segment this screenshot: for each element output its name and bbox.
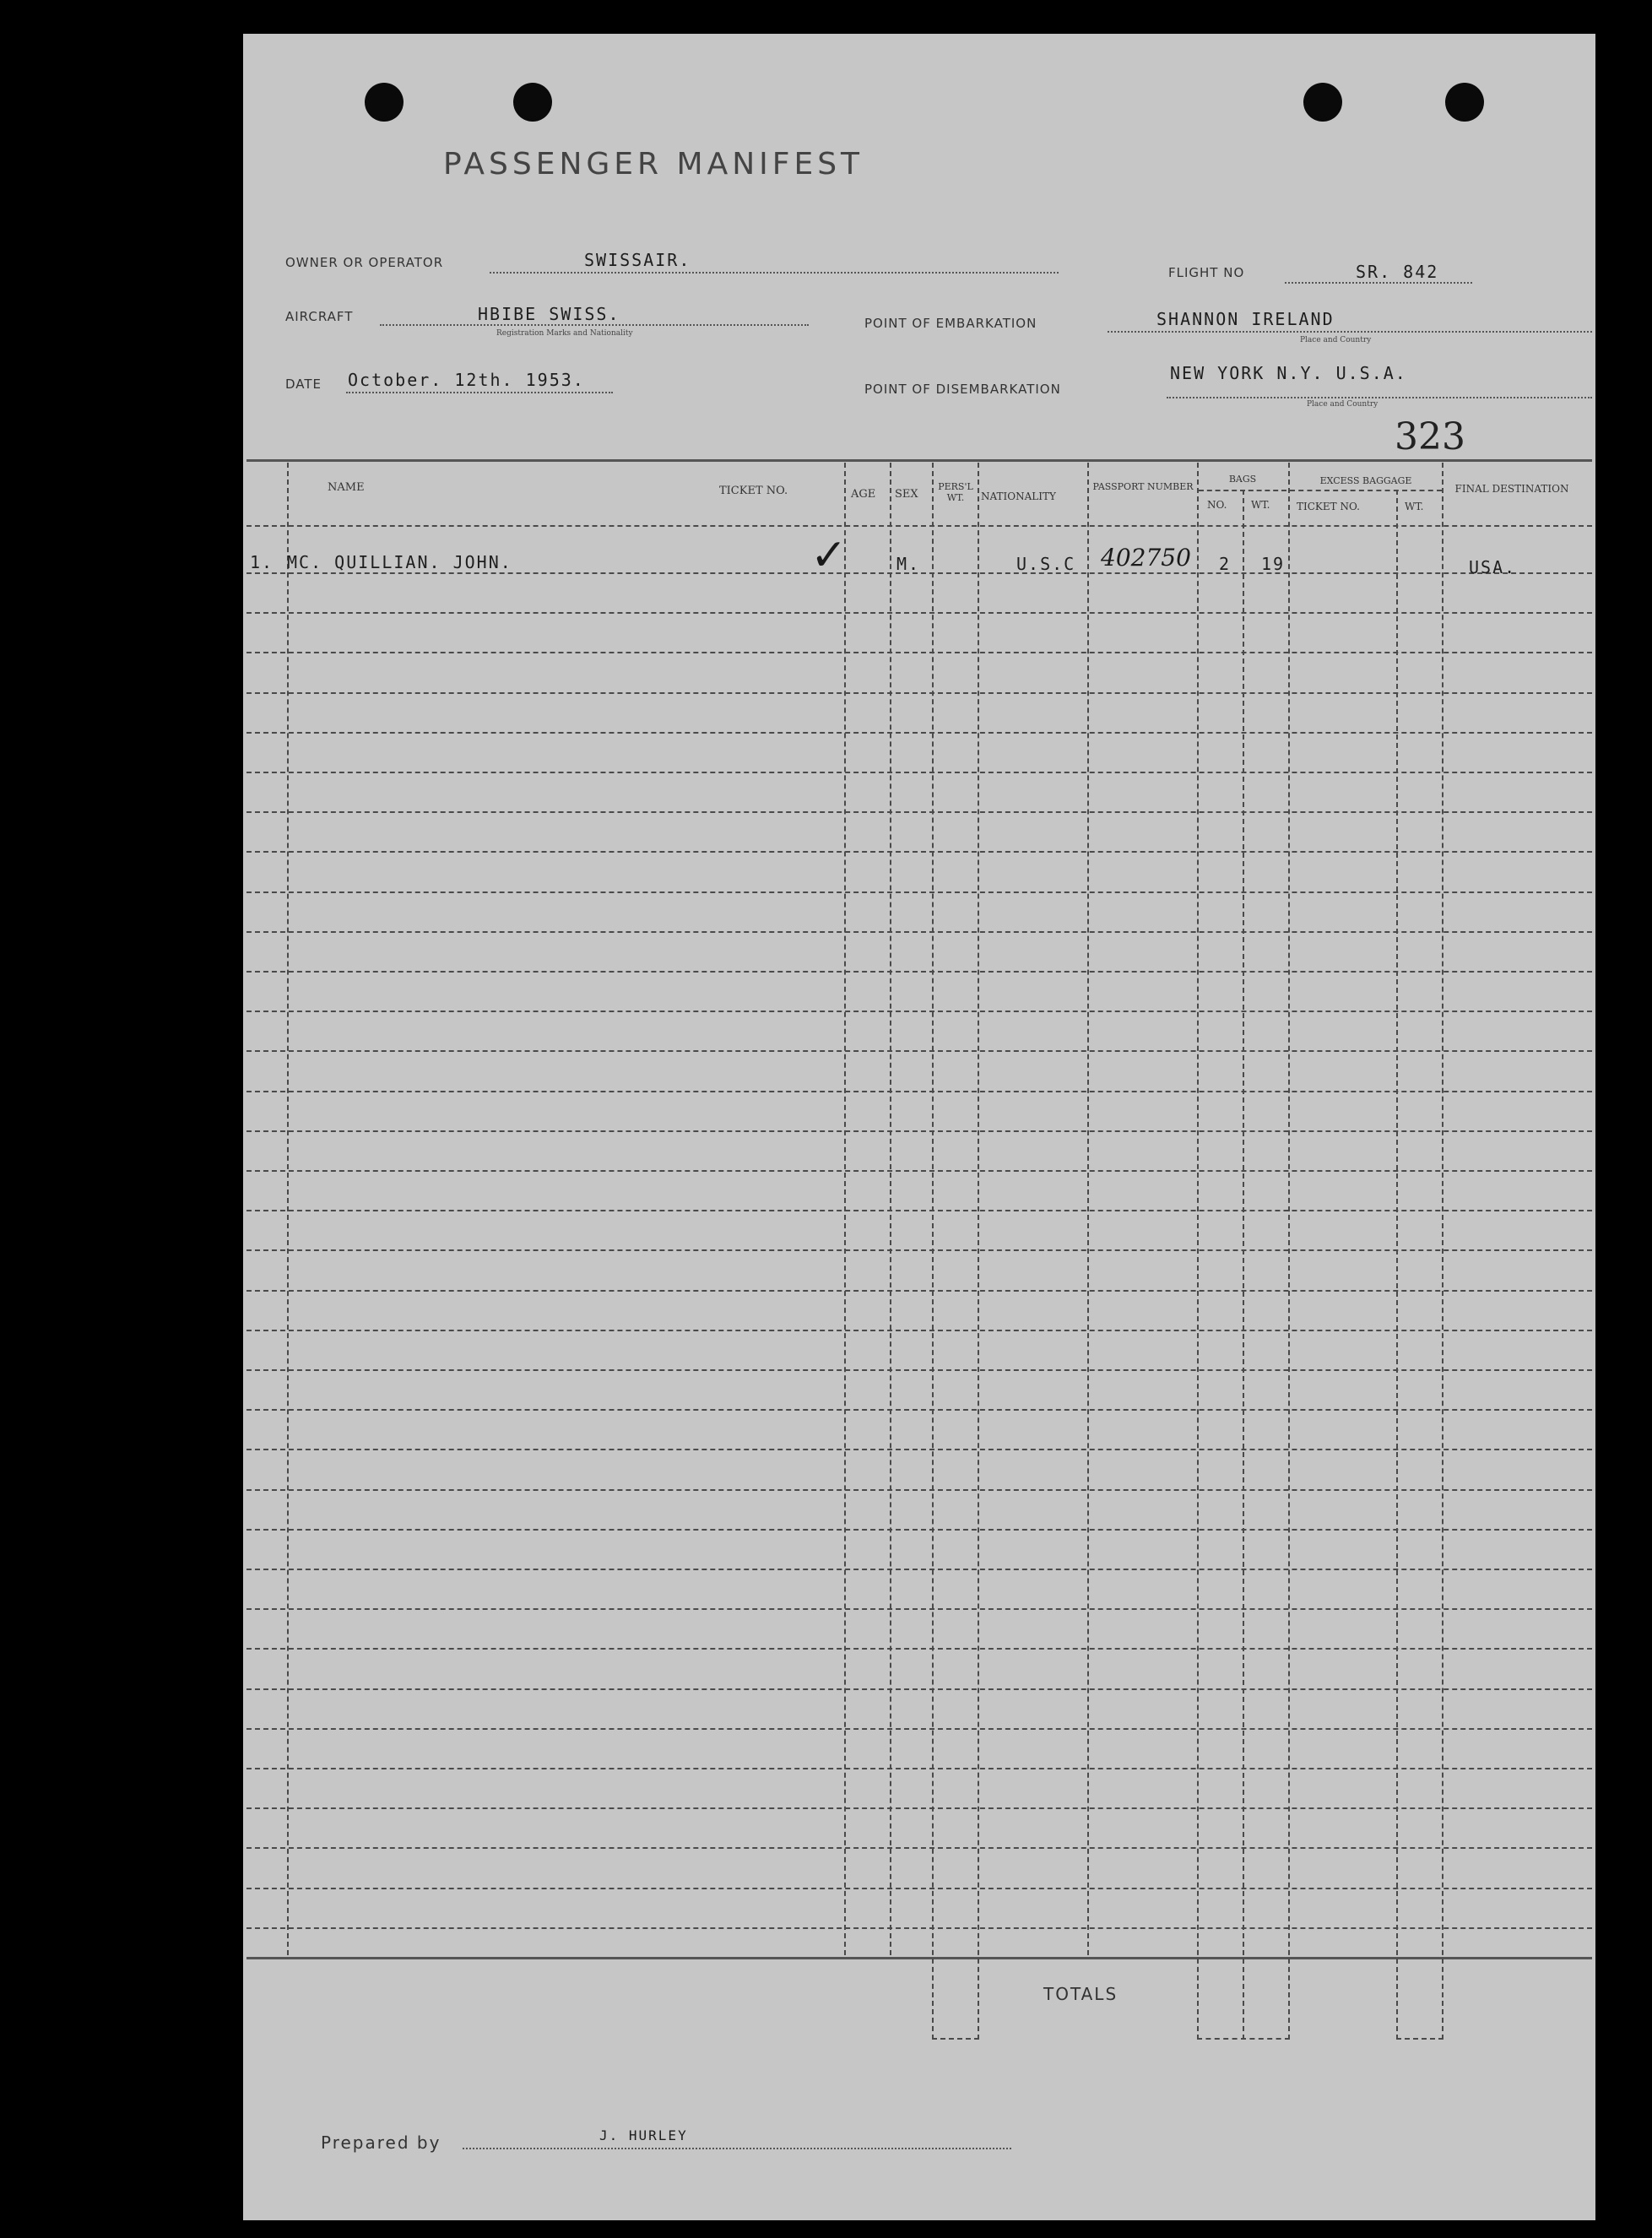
table-row-line [246,811,1592,813]
punch-hole-3 [1303,83,1342,122]
col-sex: SEX [895,488,918,501]
col-ticket: TICKET NO. [719,485,788,497]
aircraft-line [380,324,809,326]
date-line [346,392,613,393]
table-row-line [246,1489,1592,1491]
col-bags-no: NO. [1207,499,1227,511]
disembark-value: NEW YORK N.Y. U.S.A. [1170,363,1407,383]
table-row-line [246,1369,1592,1371]
table-row-line [246,1569,1592,1570]
col-pers-wt: PERS'L WT. [938,481,973,503]
table-row-line [246,1011,1592,1012]
disembark-line [1167,397,1592,398]
totals-box-bottom-1 [932,2038,979,2040]
col-line-ticket-right [844,463,846,1955]
col-nationality: NATIONALITY [981,490,1056,502]
col-line-bagswt-right [1288,463,1290,2040]
col-line-excessticket-right [1396,490,1398,2040]
col-excess-wt: WT. [1405,501,1424,512]
prepared-by-label: Prepared by [321,2132,441,2153]
table-row-line [246,1888,1592,1889]
table-row-line [246,1330,1592,1331]
embark-note: Place and Country [1300,336,1372,344]
col-line-excesswt-right [1442,463,1443,2040]
totals-box-bottom-3 [1396,2038,1443,2040]
col-line-passport-right [1197,463,1199,2040]
col-line-bagsno-right [1243,490,1244,2040]
table-top-border [246,459,1592,462]
row-1-bags-no: 2 [1219,554,1232,574]
flight-line [1285,282,1472,284]
table-row-line [246,1170,1592,1172]
embark-value: SHANNON IRELAND [1156,309,1335,329]
col-bags-wt: WT. [1251,499,1270,511]
table-row-line [246,652,1592,653]
title-text: PASSENGER MANIFEST [443,147,864,182]
disembark-note: Place and Country [1307,400,1378,409]
col-line-sex-right [932,463,934,2040]
table-row-line [246,931,1592,933]
owner-label: OWNER OR OPERATOR [285,255,444,270]
row-1-bags-wt: 19 [1261,554,1286,574]
table-row-line [246,692,1592,694]
date-value: October. 12th. 1953. [348,370,585,390]
owner-line [490,272,1059,274]
date-label: DATE [285,377,322,392]
table-row-line [246,1847,1592,1849]
table-row-line [246,1091,1592,1092]
col-bags: BAGS [1228,474,1257,485]
col-name: NAME [328,481,365,494]
owner-value: SWISSAIR. [584,250,691,270]
flight-value: SR. 842 [1356,262,1439,282]
table-row-line [246,1449,1592,1450]
row-1-nationality: U.S.C [1016,554,1076,574]
table-row-line [246,1050,1592,1052]
table-row-line [246,732,1592,734]
table-row-line [246,971,1592,973]
aircraft-label: AIRCRAFT [285,309,354,324]
row-1-final-destination: USA. [1469,557,1517,577]
row-1-check-mark: ✓ [810,530,848,581]
aircraft-note: Registration Marks and Nationality [496,329,633,338]
table-row-line [246,851,1592,853]
disembark-label: POINT OF DISEMBARKATION [864,382,1061,397]
prepared-by-line [463,2148,1011,2149]
table-row-line [246,1768,1592,1769]
table-row-line [246,891,1592,893]
embark-label: POINT OF EMBARKATION [864,316,1037,331]
excess-subheader-line [1290,490,1442,491]
page-number: 323 [1395,415,1465,458]
table-row-line [246,1249,1592,1251]
prepared-by-value: J. HURLEY [599,2127,688,2143]
flight-label: FLIGHT NO [1168,265,1245,280]
table-row-line [246,1409,1592,1411]
totals-box-bottom-2 [1197,2038,1290,2040]
col-excess-ticket: TICKET NO. [1297,501,1360,512]
aircraft-value: HBIBE SWISS. [478,304,620,324]
punch-hole-1 [365,83,404,122]
header-divider [246,525,1592,527]
col-final-destination: FINAL DESTINATION [1454,483,1569,495]
totals-label: TOTALS [1043,1984,1118,2004]
table-row-line [246,1130,1592,1132]
table-row-line [246,1608,1592,1610]
table-row-line [246,772,1592,773]
table-row-line [246,1728,1592,1730]
table-row-line [246,1290,1592,1292]
embark-line [1108,331,1592,333]
page-title [443,147,864,182]
punch-hole-2 [513,83,552,122]
table-row-line [246,1927,1592,1929]
row-1-sex: M. [896,554,921,574]
row-1-number: 1. [250,552,274,572]
table-bottom-border [246,1957,1592,1959]
table-row-line [246,612,1592,614]
col-line-nationality-right [1087,463,1089,1955]
row-1-passport: 402750 [1101,544,1191,572]
row-1-name: MC. QUILLIAN. JOHN. [287,552,512,572]
table-row-line [246,1210,1592,1211]
table-row-line [246,1688,1592,1690]
col-age: AGE [851,488,876,501]
table-row-line [246,1529,1592,1531]
col-line-age-right [890,463,891,1955]
col-excess: EXCESS BAGGAGE [1319,475,1412,486]
table-row-line [246,1648,1592,1650]
col-line-left [287,463,289,1955]
col-line-perswt-right [978,463,979,2040]
manifest-sheet [243,34,1595,2220]
punch-hole-4 [1445,83,1484,122]
col-passport: PASSPORT NUMBER [1092,481,1194,492]
table-row-line [246,1807,1592,1809]
